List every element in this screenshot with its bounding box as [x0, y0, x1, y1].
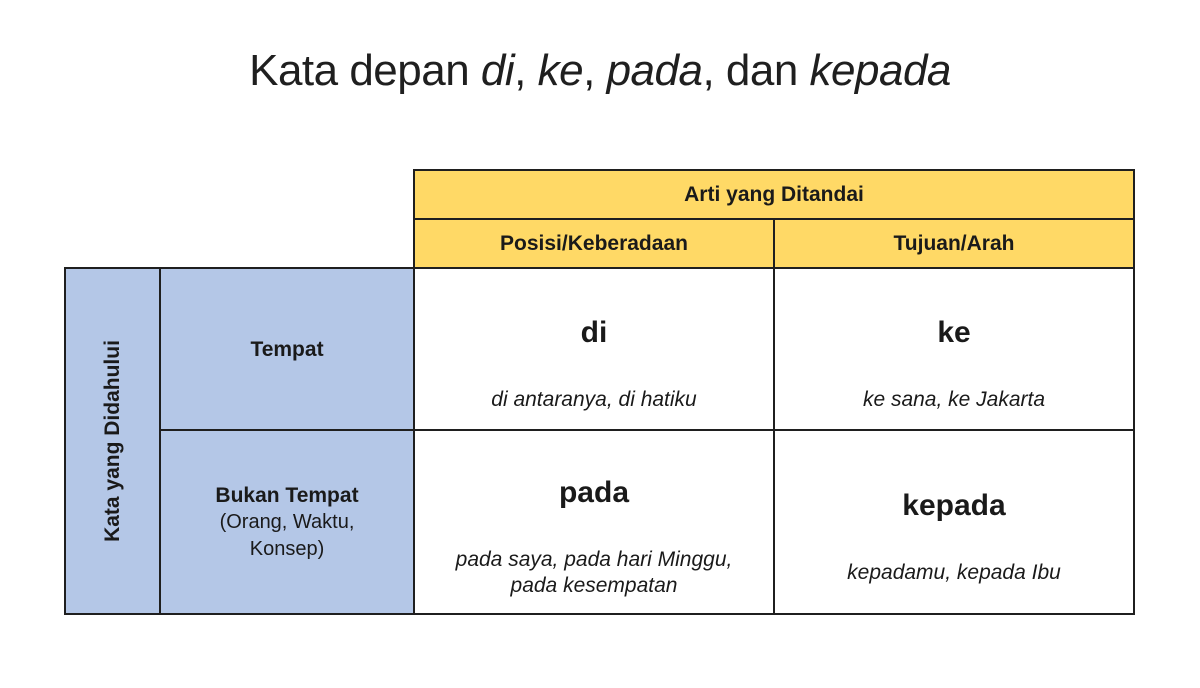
- preposition-word: ke: [937, 316, 971, 349]
- column-group-header-label: Arti yang Ditandai: [684, 182, 864, 206]
- row-header-label: Tempat: [250, 337, 324, 361]
- title-segment: ,: [583, 46, 607, 95]
- title-segment-italic: kepada: [809, 46, 951, 95]
- title-segment-italic: pada: [606, 46, 703, 95]
- row-header-note: (Orang, Waktu, Konsep): [219, 510, 355, 560]
- preposition-word: pada: [558, 476, 630, 509]
- cell-pada: [413, 429, 775, 615]
- preposition-examples: kepadamu, kepada Ibu: [847, 561, 1061, 584]
- title-segment: ,: [514, 46, 538, 95]
- row-header-tempat: [159, 267, 415, 431]
- preposition-examples: pada saya, pada hari Minggu, pada kesempatan: [455, 548, 733, 597]
- cell-kepada: [773, 429, 1135, 615]
- column-group-header-cell: [413, 169, 1135, 220]
- preposition-word: di: [580, 316, 608, 349]
- preposition-examples: ke sana, ke Jakarta: [862, 388, 1046, 411]
- page-title: [0, 46, 1200, 96]
- column-header-label: Tujuan/Arah: [893, 231, 1015, 255]
- row-header-label: Bukan Tempat: [215, 483, 359, 507]
- title-segment-italic: ke: [537, 46, 584, 95]
- row-header-bukan-tempat: [159, 429, 415, 615]
- column-header-tujuan: [773, 218, 1135, 269]
- column-header-posisi: [413, 218, 775, 269]
- row-group-header-cell: [64, 267, 161, 615]
- title-segment-italic: di: [480, 46, 515, 95]
- preposition-word: kepada: [902, 489, 1006, 522]
- cell-di: [413, 267, 775, 431]
- row-group-header-label: Kata yang Didahului: [100, 340, 124, 542]
- title-segment: Kata depan: [249, 46, 481, 95]
- cell-ke: [773, 267, 1135, 431]
- title-segment: , dan: [702, 46, 810, 95]
- column-header-label: Posisi/Keberadaan: [500, 231, 688, 255]
- preposition-examples: di antaranya, di hatiku: [491, 388, 697, 411]
